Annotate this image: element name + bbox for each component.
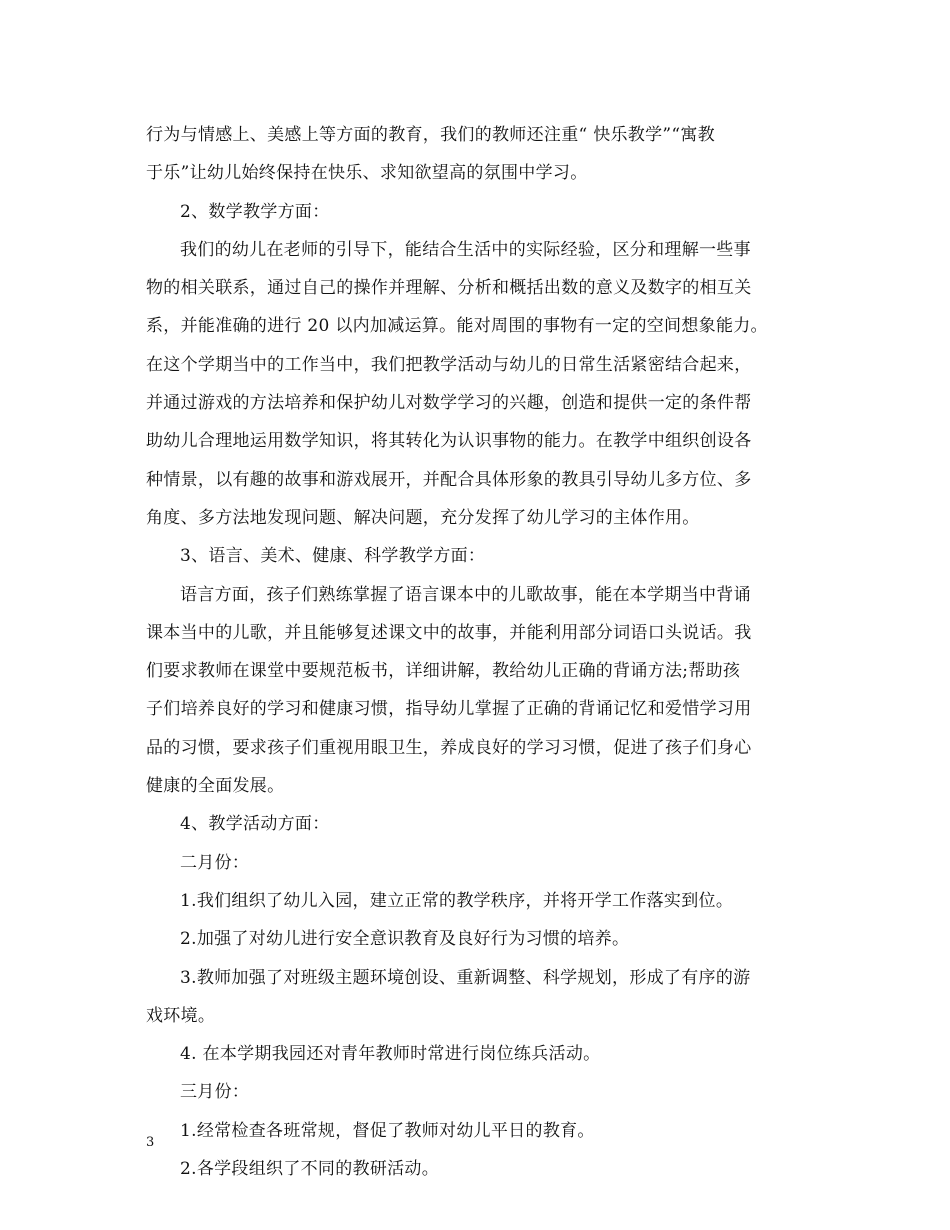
text-line: 们要求教师在课堂中要规范板书，详细讲解，教给幼儿正确的背诵方法;帮助孩 xyxy=(146,661,741,682)
document-body xyxy=(146,116,806,1188)
text-line: 角度、多方法地发现问题、解决问题，充分发挥了幼儿学习的主体作用。 xyxy=(146,507,700,528)
text-line: 1.经常检查各班常规，督促了教师对幼儿平日的教育。 xyxy=(180,1120,595,1141)
text-line: 4、教学活动方面： xyxy=(180,814,330,835)
text-line: 2、数学教学方面： xyxy=(180,201,330,222)
text-line: 3、语言、美术、健康、科学教学方面： xyxy=(180,546,486,567)
text-line: 于乐”让幼儿始终保持在快乐、求知欲望高的氛围中学习。 xyxy=(146,163,588,184)
text-line: 2.各学段组织了不同的教研活动。 xyxy=(180,1159,440,1180)
text-line: 我们的幼儿在老师的引导下，能结合生活中的实际经验，区分和理解一些事 xyxy=(180,239,751,260)
text-line: 三月份： xyxy=(180,1082,250,1103)
text-line: 课本当中的儿歌，并且能够复述课文中的故事，并能利用部分词语口头说话。我 xyxy=(146,622,752,643)
text-line: 在这个学期当中的工作当中，我们把教学活动与幼儿的日常生活紧密结合起来， xyxy=(146,354,752,375)
text-line: 4. 在本学期我园还对青年教师时常进行岗位练兵活动。 xyxy=(180,1044,601,1065)
text-line: 物的相关联系，通过自己的操作并理解、分析和概括出数的意义及数字的相互关 xyxy=(146,278,752,299)
text-line: 行为与情感上、美感上等方面的教育，我们的教师还注重“ 快乐教学”“寓教 xyxy=(146,125,715,145)
text-line: 品的习惯，要求孩子们重视用眼卫生，养成良好的学习习惯，促进了孩子们身心 xyxy=(146,737,752,758)
text-line: 系，并能准确的进行 20 以内加减运算。能对周围的事物有一定的空间想象能力。 xyxy=(146,316,768,337)
text-line: 并通过游戏的方法培养和保护幼儿对数学学习的兴趣，创造和提供一定的条件帮 xyxy=(146,393,752,414)
text-line: 3.教师加强了对班级主题环境创设、重新调整、科学规划，形成了有序的游 xyxy=(180,967,751,988)
text-line: 子们培养良好的学习和健康习惯，指导幼儿掌握了正确的背诵记忆和爱惜学习用 xyxy=(146,699,752,720)
text-line: 种情景，以有趣的故事和游戏展开，并配合具体形象的教具引导幼儿多方位、多 xyxy=(146,469,752,490)
text-line: 助幼儿合理地运用数学知识，将其转化为认识事物的能力。在教学中组织创设各 xyxy=(146,431,752,452)
text-line: 健康的全面发展。 xyxy=(146,776,285,797)
text-line: 二月份： xyxy=(180,852,250,873)
text-line: 1.我们组织了幼儿入园，建立正常的教学秩序，并将开学工作落实到位。 xyxy=(180,890,734,911)
text-line: 2.加强了对幼儿进行安全意识教育及良好行为习惯的培养。 xyxy=(180,929,630,950)
text-line: 语言方面，孩子们熟练掌握了语言课本中的儿歌故事，能在本学期当中背诵 xyxy=(180,584,751,605)
text-line: 戏环境。 xyxy=(146,1005,216,1026)
page-number: 3 xyxy=(146,1135,155,1150)
